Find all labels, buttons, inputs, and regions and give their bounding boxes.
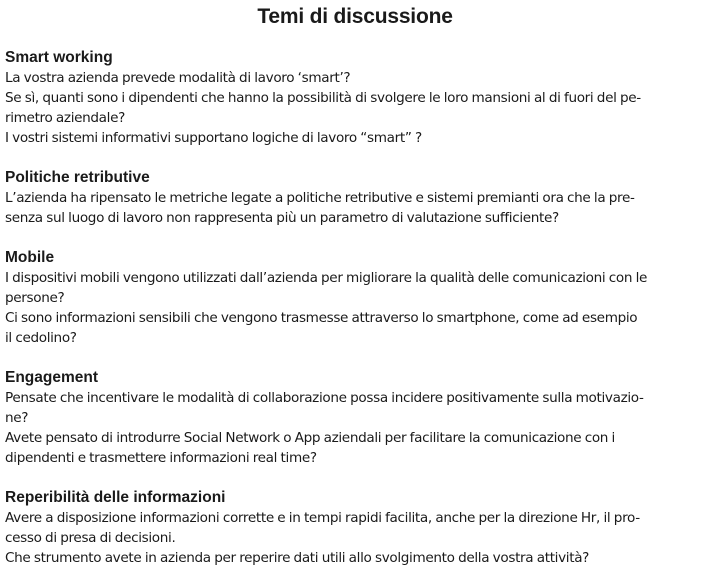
paragraph (5, 308, 700, 348)
section-heading: Smart working (5, 49, 113, 66)
paragraph (5, 388, 700, 428)
text-line: cesso di presa di decisioni. (5, 530, 176, 546)
text-line: senza sul luogo di lavoro non rappresenta più un parametro di valutazione sufficiente? (5, 210, 559, 226)
text-line: Avete pensato di introdurre Social Network o App aziendali per facilitare la comunicazione con i (5, 430, 615, 446)
text-line: ne? (5, 410, 29, 426)
text-line: persone? (5, 290, 65, 306)
text-line: dipendenti e trasmettere informazioni real time? (5, 450, 317, 466)
text-line: L’azienda ha ripensato le metriche legate a politiche retributive e sistemi premianti ora che la pre- (5, 190, 635, 206)
paragraph (5, 428, 700, 468)
text-line: Se sì, quanti sono i dipendenti che hanno la possibilità di svolgere le loro mansioni al di fuori del pe- (5, 90, 641, 106)
text-line: Avere a disposizione informazioni corrette e in tempi rapidi facilita, anche per la direzione Hr, il pro- (5, 510, 640, 526)
section-reperibilita-informazioni (5, 488, 700, 568)
paragraph (5, 128, 700, 148)
paragraph (5, 268, 700, 308)
section-heading: Reperibilità delle informazioni (5, 489, 226, 506)
text-line: I dispositivi mobili vengono utilizzati dall’azienda per migliorare la qualità delle comunicazioni con le (5, 270, 648, 286)
text-line: I vostri sistemi informativi supportano logiche di lavoro “smart” ? (5, 130, 422, 146)
section-engagement (5, 368, 700, 468)
section-heading: Politiche retributive (5, 169, 150, 186)
text-line: il cedolino? (5, 330, 77, 346)
section-mobile (5, 248, 700, 348)
paragraph (5, 188, 700, 228)
paragraph (5, 548, 700, 568)
section-smart-working (5, 48, 700, 148)
text-line: Ci sono informazioni sensibili che vengono trasmesse attraverso lo smartphone, come ad esempio (5, 310, 638, 326)
section-politiche-retributive (5, 168, 700, 228)
text-line: rimetro aziendale? (5, 110, 125, 126)
section-heading: Mobile (5, 249, 55, 266)
page-title: Temi di discussione (257, 5, 453, 28)
text-line: Pensate che incentivare le modalità di collaborazione possa incidere positivamente sulla motivazio- (5, 390, 644, 406)
paragraph (5, 508, 700, 548)
text-line: La vostra azienda prevede modalità di lavoro ‘smart’? (5, 70, 351, 86)
paragraph (5, 68, 700, 88)
text-line: Che strumento avete in azienda per reperire dati utili allo svolgimento della vostra attività? (5, 550, 590, 566)
section-heading: Engagement (5, 369, 99, 386)
paragraph (5, 88, 700, 128)
